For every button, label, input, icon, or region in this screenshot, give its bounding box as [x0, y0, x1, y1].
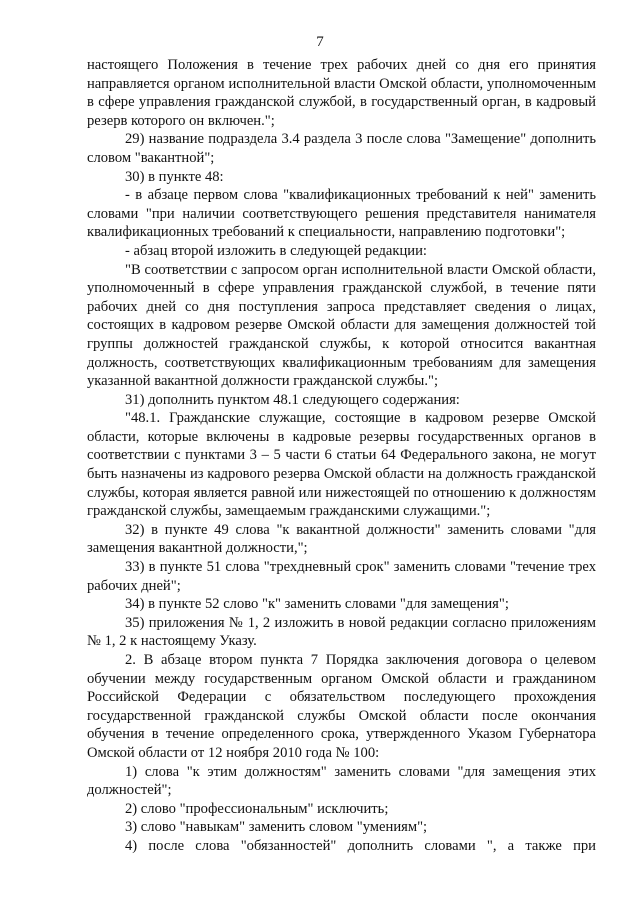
paragraph: 2) слово "профессиональным" исключить;: [125, 800, 389, 817]
paragraph: 4) после слова "обязанностей" дополнить словами ", а также при: [125, 837, 596, 854]
paragraph: 3) слово "навыкам" заменить словом "умениям";: [125, 819, 428, 836]
paragraph: 29) название подраздела 3.4 раздела 3 после слова "Замещение" дополнить словом "вакантной";: [87, 131, 596, 166]
paragraph: "48.1. Гражданские служащие, состоящие в кадровом резерве Омской области, которые включены в кадровые резервы государственных органов в соответствии с пунктами 3 – 5 части 6 статьи 64 Федерального закона, не могут быть назначены из кадрового резерва Омской области на должность гражданской службы, которая является равной или нижестоящей по отношению к должностям гражданской службы, замещаемым гражданскими служащими.";: [87, 410, 596, 520]
paragraph: настоящего Положения в течение трех рабочих дней со дня его принятия направляется органом исполнительной власти Омской области, уполномоченным в сфере управления гражданской службой, в государственный орган, в кадровый резерв которого он включен.";: [87, 57, 596, 129]
paragraph: - абзац второй изложить в следующей редакции:: [125, 242, 427, 259]
paragraph: 34) в пункте 52 слово "к" заменить словами "для замещения";: [125, 596, 509, 613]
paragraph: 2. В абзаце втором пункта 7 Порядка заключения договора о целевом обучении между государственным органом Омской области и гражданином Российской Федерации с обязательством последующего прохождения государственной гражданской службы Омской области после окончания обучения в течение определенного срока, утвержденного Указом Губернатора Омской области от 12 ноября 2010 года № 100:: [87, 652, 596, 761]
page-number: 7: [316, 34, 324, 50]
paragraph: 31) дополнить пунктом 48.1 следующего содержания:: [125, 391, 460, 408]
paragraph: - в абзаце первом слова "квалификационных требований к ней" заменить словами "при наличии соответствующего решения представителя нанимателя квалификационных требований к специальности, направлению подготовки";: [87, 187, 596, 241]
paragraph: 30) в пункте 48:: [125, 168, 224, 185]
paragraph: 33) в пункте 51 слова "трехдневный срок" заменить словами "течение трех рабочих дней";: [87, 559, 596, 594]
paragraph: 32) в пункте 49 слова "к вакантной должности" заменить словами "для замещения вакантной должности,";: [87, 521, 596, 557]
paragraph: 35) приложения № 1, 2 изложить в новой редакции согласно приложениям № 1, 2 к настоящему Указу.: [87, 614, 596, 650]
document-body: [87, 56, 596, 856]
paragraph: "В соответствии с запросом орган исполнительной власти Омской области, уполномоченный в сфере управления гражданской службой, в течение пяти рабочих дней со дня поступления запроса представляет сведения о лицах, состоящих в кадровом резерве Омской области для замещения должностей той группы должностей гражданской службы, к которой относится вакантная должность, соответствующих квалификационным требованиям для замещения указанной вакантной должности гражданской службы.";: [87, 261, 596, 390]
paragraph: 1) слова "к этим должностям" заменить словами "для замещения этих должностей";: [87, 763, 596, 799]
